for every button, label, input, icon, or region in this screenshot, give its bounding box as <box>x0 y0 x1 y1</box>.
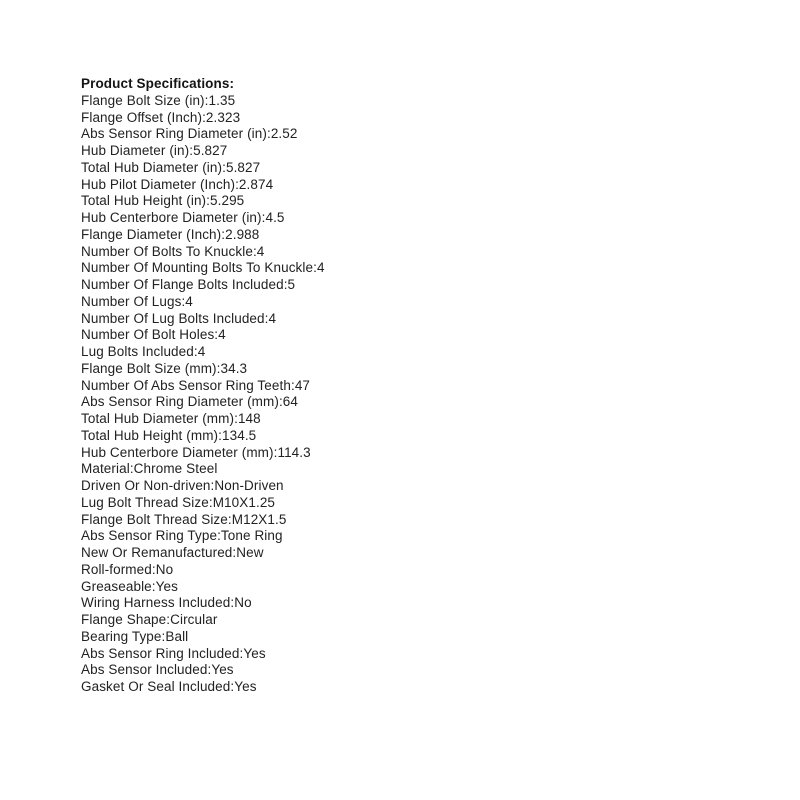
spec-value: :Yes <box>207 662 234 678</box>
spec-value: :M10X1.25 <box>208 494 276 510</box>
spec-line <box>81 428 721 445</box>
spec-label: Material <box>81 461 130 477</box>
spec-line <box>81 562 721 579</box>
spec-value: :4 <box>313 260 325 276</box>
spec-value: :Yes <box>239 645 266 661</box>
spec-line <box>81 160 721 177</box>
spec-line <box>81 260 721 277</box>
spec-value: :2.874 <box>235 176 274 192</box>
spec-value: :47 <box>290 377 311 393</box>
spec-line <box>81 277 721 294</box>
spec-value: :2.988 <box>221 226 260 242</box>
spec-value: :M12X1.5 <box>227 511 287 527</box>
spec-line <box>81 595 721 612</box>
spec-label: Flange Diameter (Inch) <box>81 226 222 242</box>
spec-line <box>81 579 721 596</box>
spec-line <box>81 177 721 194</box>
spec-value: :134.5 <box>218 427 257 443</box>
spec-sheet <box>81 76 721 696</box>
spec-line <box>81 143 721 160</box>
spec-label: Number Of Bolts To Knuckle <box>81 243 253 259</box>
spec-value: :148 <box>234 411 261 426</box>
spec-value: :1.35 <box>204 92 236 108</box>
spec-value: :4.5 <box>261 210 285 225</box>
spec-line <box>81 327 721 344</box>
spec-label: Gasket Or Seal Included <box>81 679 231 694</box>
spec-line <box>81 110 721 127</box>
spec-sheet-title: Product Specifications: <box>81 76 235 91</box>
spec-line <box>81 495 721 512</box>
spec-value: :4 <box>193 344 206 359</box>
spec-line <box>81 193 721 210</box>
spec-line <box>81 294 721 311</box>
spec-line <box>81 646 721 663</box>
spec-value: :5 <box>283 277 296 292</box>
spec-label: Total Hub Height (in) <box>81 193 207 209</box>
spec-value: :New <box>232 545 264 560</box>
spec-label: Flange Bolt Size (mm) <box>81 360 217 376</box>
spec-value: :5.827 <box>222 159 261 175</box>
spec-value: :No <box>151 561 174 577</box>
spec-label: Flange Offset (Inch) <box>81 109 203 125</box>
spec-value: :Yes <box>151 578 178 594</box>
spec-label: Bearing Type <box>81 628 162 644</box>
spec-line <box>81 629 721 646</box>
spec-line <box>81 244 721 261</box>
spec-label: Abs Sensor Ring Type <box>81 528 218 544</box>
spec-line <box>81 528 721 545</box>
spec-label: Hub Diameter (in) <box>81 143 190 158</box>
spec-value: :2.52 <box>266 126 298 142</box>
spec-list <box>81 93 721 696</box>
spec-line <box>81 461 721 478</box>
spec-line <box>81 126 721 143</box>
spec-line <box>81 344 721 361</box>
spec-label: Roll-formed <box>81 561 152 577</box>
spec-value: :4 <box>181 293 193 309</box>
spec-value: :Tone Ring <box>217 528 283 544</box>
spec-label: Abs Sensor Included <box>81 662 208 678</box>
spec-line <box>81 361 721 378</box>
spec-label: Number Of Lug Bolts Included <box>81 310 265 326</box>
spec-label: Wiring Harness Included <box>81 595 231 611</box>
spec-label: Number Of Abs Sensor Ring Teeth <box>81 377 291 393</box>
spec-label: New Or Remanufactured <box>81 545 233 560</box>
spec-line <box>81 411 721 428</box>
spec-label: Number Of Mounting Bolts To Knuckle <box>81 260 314 276</box>
spec-value: :4 <box>264 310 277 326</box>
spec-label: Total Hub Diameter (mm) <box>81 411 235 426</box>
spec-value: :Circular <box>166 612 218 627</box>
spec-value: :No <box>230 595 252 611</box>
spec-label: Abs Sensor Ring Included <box>81 645 240 661</box>
spec-label: Number Of Flange Bolts Included <box>81 277 284 292</box>
spec-value: :2.323 <box>202 109 241 125</box>
spec-line <box>81 227 721 244</box>
spec-label: Number Of Lugs <box>81 293 182 309</box>
spec-value: :Yes <box>230 679 257 694</box>
spec-label: Abs Sensor Ring Diameter (in) <box>81 126 267 142</box>
spec-value: :4 <box>252 243 265 259</box>
spec-line <box>81 662 721 679</box>
spec-label: Greaseable <box>81 578 152 594</box>
spec-label: Number Of Bolt Holes <box>81 327 215 343</box>
spec-value: :5.295 <box>206 193 245 209</box>
spec-value: :4 <box>214 327 226 343</box>
spec-line <box>81 679 721 696</box>
spec-value: :64 <box>278 394 299 410</box>
spec-label: Flange Bolt Thread Size <box>81 511 228 527</box>
spec-value: :114.3 <box>273 444 311 460</box>
spec-label: Flange Shape <box>81 612 167 627</box>
spec-label: Hub Pilot Diameter (Inch) <box>81 176 236 192</box>
spec-value: :Chrome Steel <box>129 461 218 477</box>
spec-line <box>81 378 721 395</box>
spec-label: Abs Sensor Ring Diameter (mm) <box>81 394 279 410</box>
spec-label: Flange Bolt Size (in) <box>81 92 205 108</box>
spec-label: Lug Bolts Included <box>81 344 194 359</box>
spec-label: Total Hub Diameter (in) <box>81 159 223 175</box>
spec-line <box>81 612 721 629</box>
spec-label: Driven Or Non-driven <box>81 478 211 493</box>
spec-label: Hub Centerbore Diameter (mm) <box>81 444 274 460</box>
spec-line <box>81 545 721 562</box>
spec-label: Lug Bolt Thread Size <box>81 494 209 510</box>
spec-label: Total Hub Height (mm) <box>81 427 219 443</box>
spec-line <box>81 512 721 529</box>
spec-value: :Non-Driven <box>210 478 284 493</box>
spec-line <box>81 445 721 462</box>
spec-line <box>81 478 721 495</box>
spec-value: :Ball <box>161 628 189 644</box>
spec-label: Hub Centerbore Diameter (in) <box>81 210 262 225</box>
spec-value: :5.827 <box>189 143 228 158</box>
spec-line <box>81 210 721 227</box>
spec-line <box>81 311 721 328</box>
spec-line <box>81 394 721 411</box>
spec-line <box>81 93 721 110</box>
spec-value: :34.3 <box>216 360 248 376</box>
